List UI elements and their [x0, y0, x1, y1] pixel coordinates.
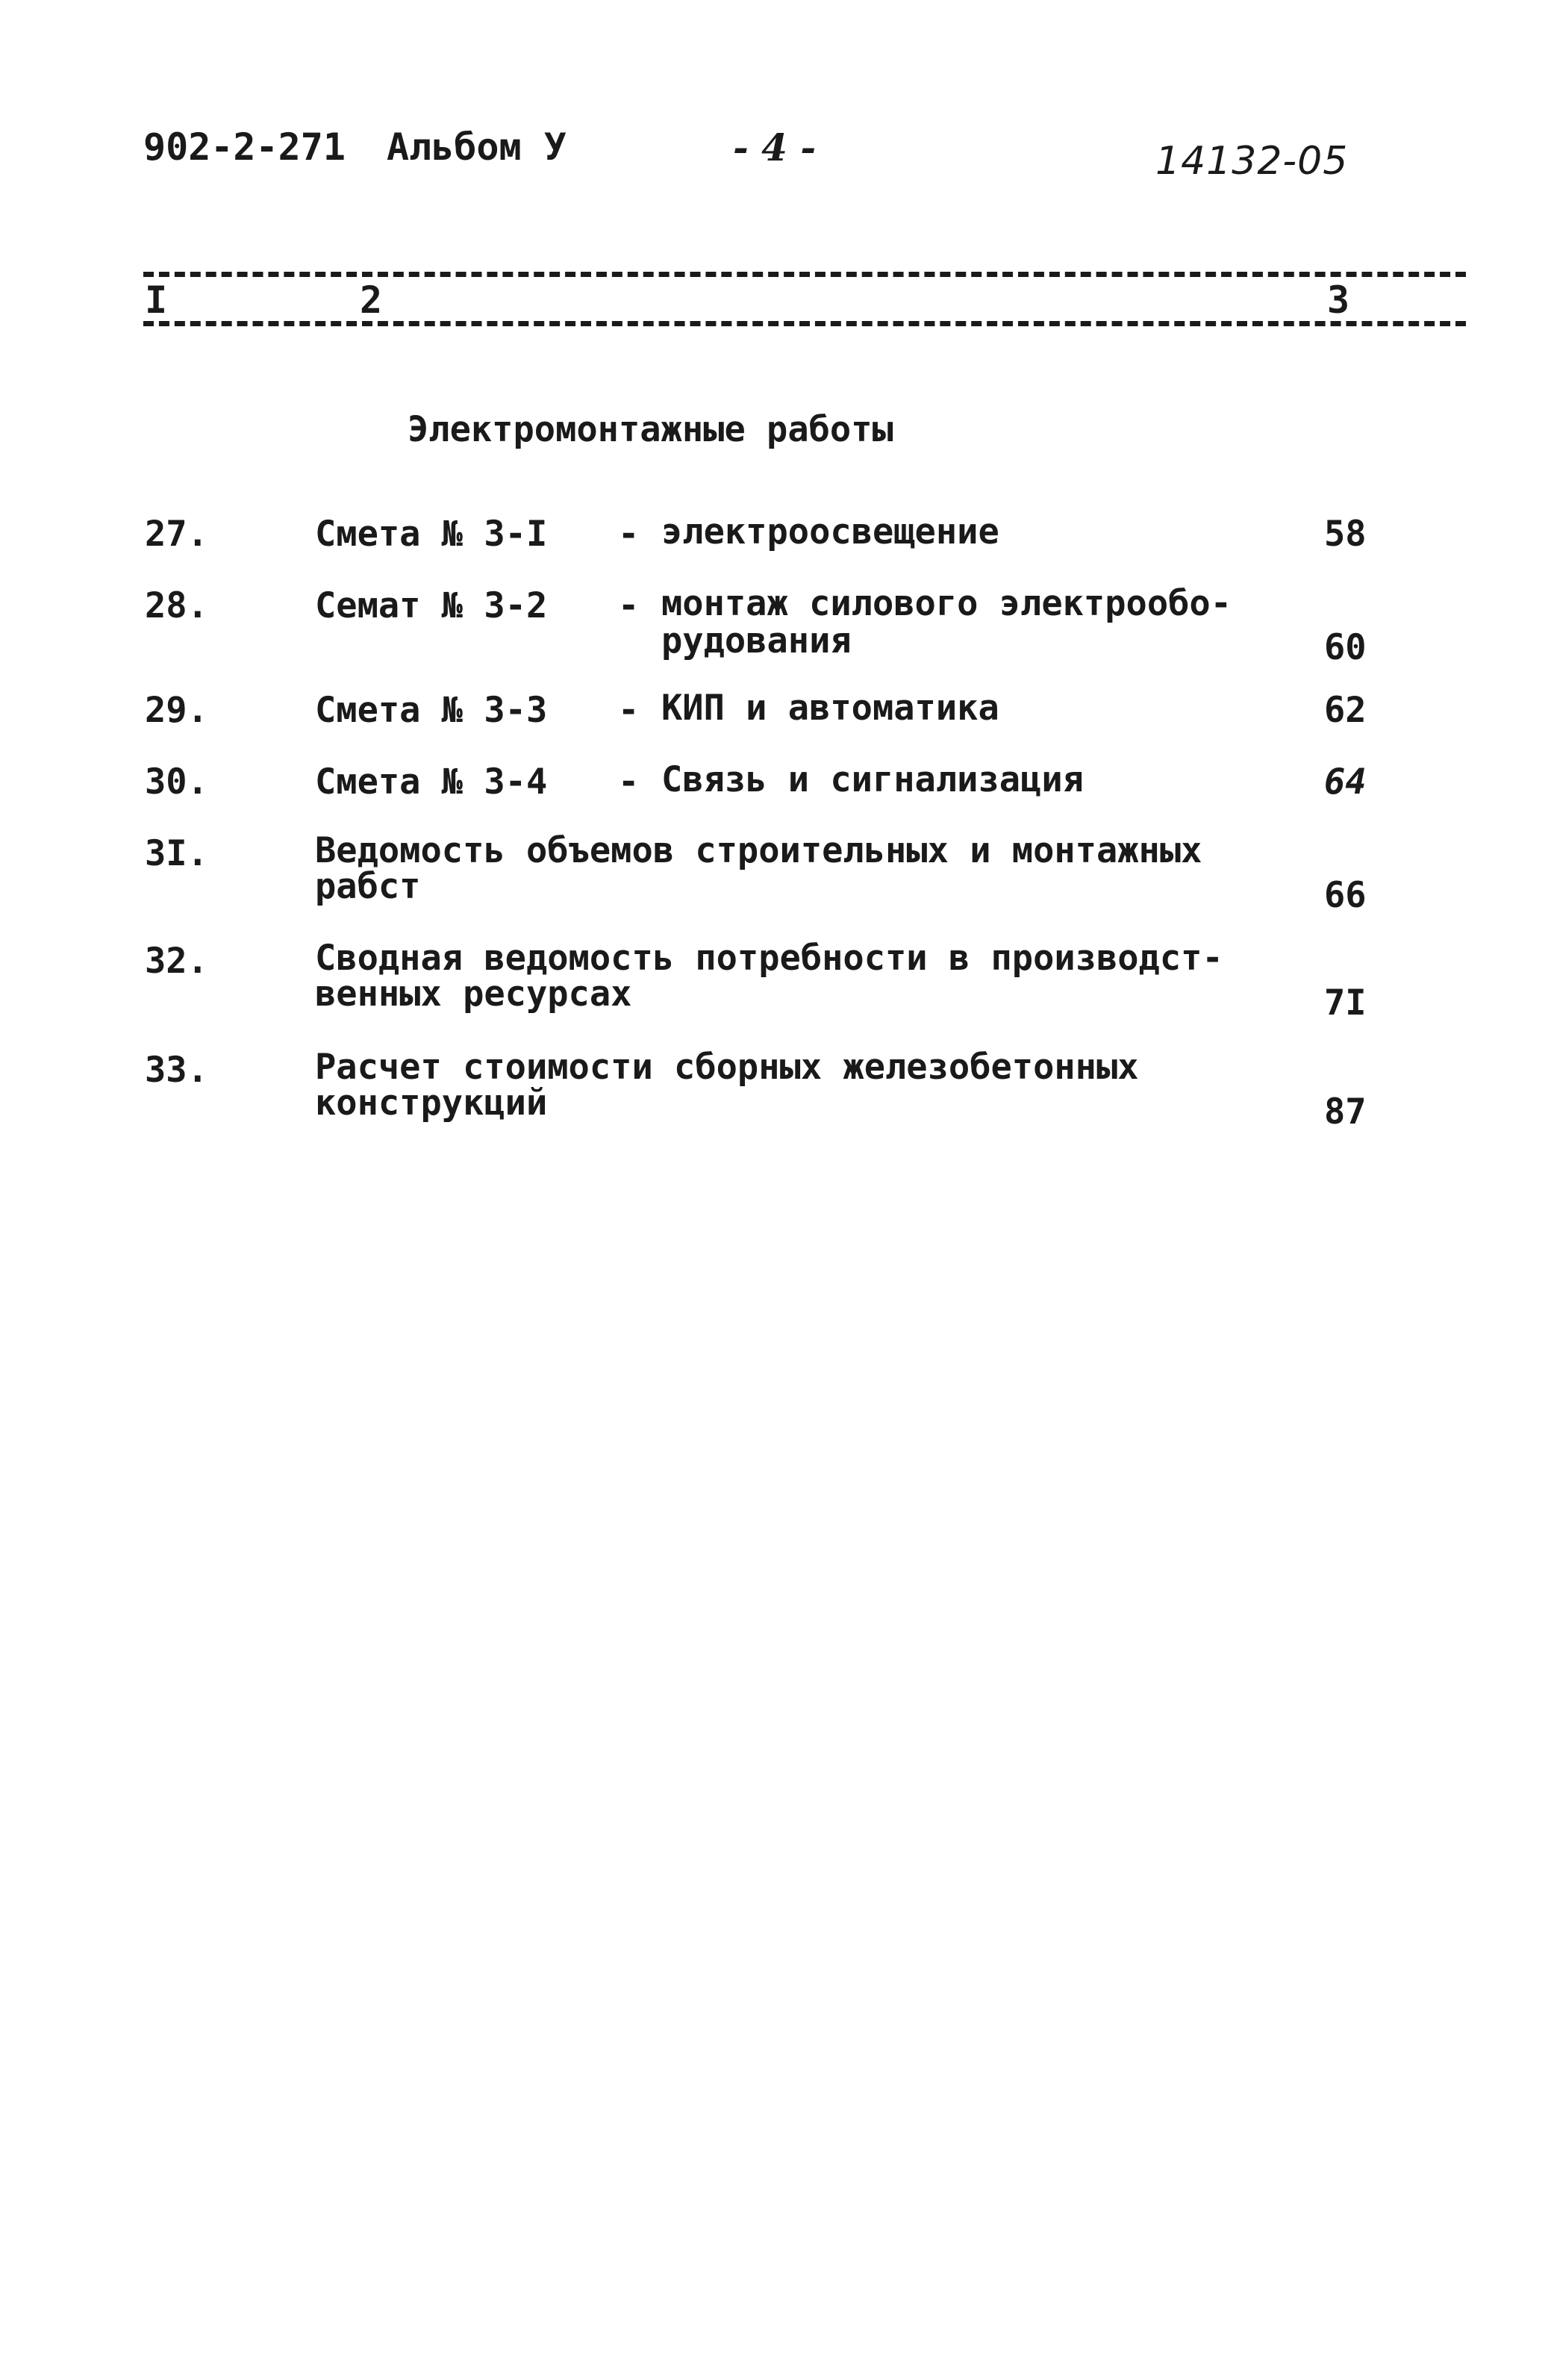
item-label: Смета № 3-I — [315, 514, 548, 555]
album-label: Альбом У — [387, 125, 567, 169]
item-label: Смета № 3-4 — [315, 761, 548, 803]
item-text: Расчет стоимости сборных железобетонных конструкций — [315, 1047, 1139, 1124]
column-number-2: 2 — [357, 281, 385, 320]
item-dash: - — [618, 690, 640, 731]
column-number-3: 3 — [1324, 281, 1352, 320]
item-label: Семат № 3-2 — [315, 585, 548, 626]
page-number: - 4 - — [733, 125, 817, 169]
item-page: 7I — [1324, 982, 1367, 1024]
item-number: 3I. — [145, 833, 208, 874]
item-text: электроосвещение — [661, 511, 999, 552]
item-text: Ведомость объемов строительных и монтажных рабст — [315, 830, 1202, 907]
divider-bottom — [143, 321, 1466, 326]
column-number-1: I — [142, 281, 170, 320]
reference-number: 14132-05 — [1155, 139, 1349, 184]
item-text: Сводная ведомость потребности в производст- венных ресурсах — [315, 938, 1223, 1015]
item-number: 29. — [145, 690, 208, 731]
item-dash: - — [618, 585, 640, 626]
item-dash: - — [618, 761, 640, 803]
section-title: Электромонтажные работы — [408, 409, 893, 450]
item-number: 27. — [145, 514, 208, 555]
item-label: Смета № 3-3 — [315, 690, 548, 731]
item-number: 30. — [145, 761, 208, 803]
item-text: монтаж силового электрообо- рудования — [661, 583, 1232, 661]
item-text: КИП и автоматика — [661, 688, 999, 729]
item-page: 58 — [1324, 514, 1367, 555]
item-number: 33. — [145, 1050, 208, 1091]
item-page: 87 — [1324, 1091, 1367, 1133]
item-dash: - — [618, 514, 640, 555]
document-code: 902-2-271 — [143, 125, 346, 169]
item-page: 64 — [1324, 761, 1367, 803]
item-text: Связь и сигнализация — [661, 759, 1084, 800]
divider-top — [143, 272, 1466, 277]
item-page: 66 — [1324, 875, 1367, 916]
item-page: 60 — [1324, 627, 1367, 668]
item-number: 28. — [145, 585, 208, 626]
item-number: 32. — [145, 941, 208, 982]
item-page: 62 — [1324, 690, 1367, 731]
